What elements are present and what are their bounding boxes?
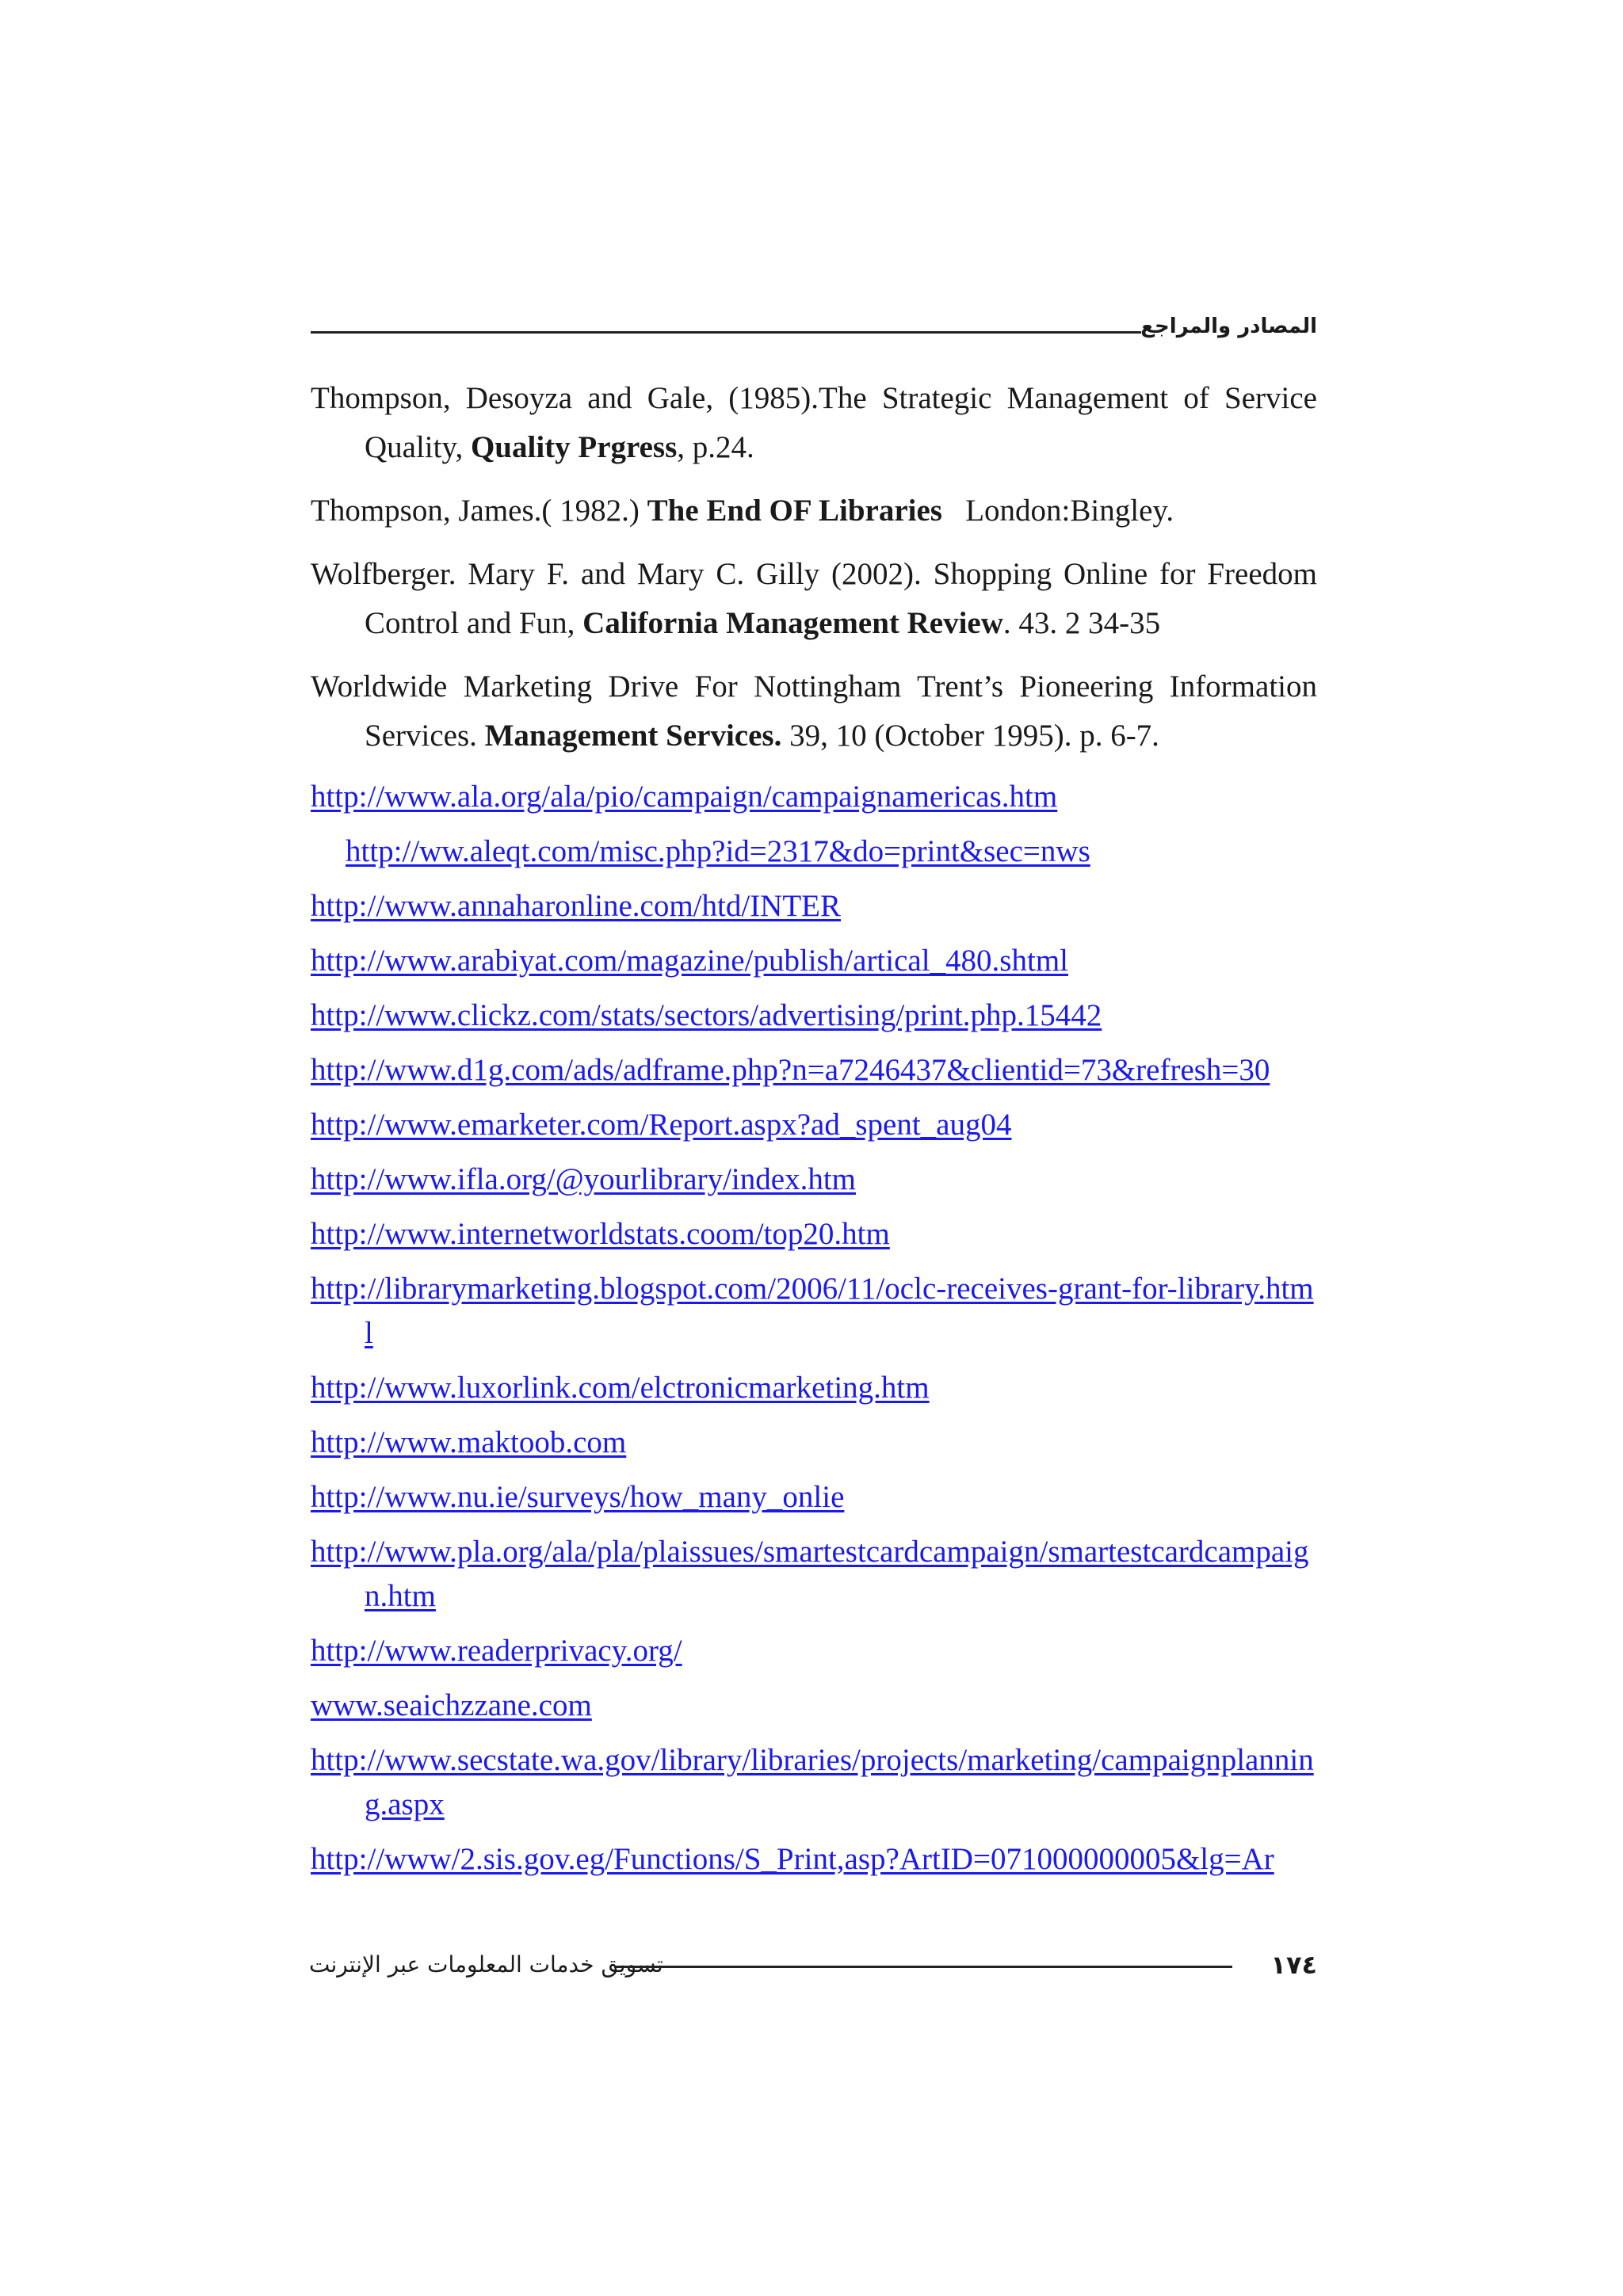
reference-text: 39, 10 (October 1995). p. 6-7. — [781, 719, 1159, 753]
web-reference-link[interactable]: http://www.arabiyat.com/magazine/publish/artical_480.shtml — [311, 944, 1068, 978]
web-reference-link[interactable]: http://www.readerprivacy.org/ — [311, 1634, 682, 1668]
web-references-list — [311, 775, 1317, 1882]
web-reference-link[interactable]: http://www.clickz.com/stats/sectors/advertising/print.php.15442 — [311, 998, 1102, 1032]
reference-text: Worldwide Marketing Drive For Nottingham Trent’s Pioneering Information Services. — [311, 669, 1317, 753]
web-reference-link[interactable]: http://www.d1g.com/ads/adframe.php?n=a7246437&clientid=73&refresh=30 — [311, 1053, 1270, 1087]
web-reference-link[interactable]: http://www.maktoob.com — [311, 1425, 627, 1459]
reference-text: London:Bingley. — [941, 494, 1174, 528]
reference-entry — [311, 374, 1317, 472]
web-reference-link[interactable]: http://www.internetworldstats.coom/top20.htm — [311, 1217, 890, 1251]
reference-entry — [311, 550, 1317, 648]
web-reference-link[interactable]: http://www.emarketer.com/Report.aspx?ad_spent_aug04 — [311, 1108, 1012, 1142]
header-rule — [311, 331, 1141, 334]
footer-rule — [614, 1966, 1232, 1968]
web-reference-link[interactable]: http://www.ifla.org/@yourlibrary/index.htm — [311, 1162, 856, 1196]
web-reference-link[interactable]: http://www.pla.org/ala/pla/plaissues/smartestcardcampaign/smartestcardcampaign.htm — [311, 1535, 1309, 1613]
references-section — [311, 374, 1317, 1892]
reference-source-title: Management Services. — [484, 719, 782, 753]
web-reference-link[interactable]: http://www/2.sis.gov.eg/Functions/S_Print,asp?ArtID=071000000005&lg=Ar — [311, 1842, 1274, 1876]
web-reference-link[interactable]: http://www.annaharonline.com/htd/INTER — [311, 889, 841, 923]
running-footer — [309, 1945, 1317, 1993]
web-reference-link[interactable]: http://www.luxorlink.com/elctronicmarketing.htm — [311, 1371, 930, 1405]
reference-text: Thompson, James.( 1982.) — [311, 494, 647, 528]
reference-text: Wolfberger. Mary F. and Mary C. Gilly (2002). Shopping Online for Freedom Control and Fun, — [311, 557, 1317, 640]
web-reference-link[interactable]: http://www.ala.org/ala/pio/campaign/campaignamericas.htm — [311, 780, 1058, 814]
page-number: ١٧٤ — [1270, 1950, 1317, 1980]
web-reference-link[interactable]: http://ww.aleqt.com/misc.php?id=2317&do=print&sec=nws — [346, 834, 1090, 868]
reference-entry — [311, 662, 1317, 761]
web-reference-link[interactable]: http://librarymarketing.blogspot.com/2006/11/oclc-receives-grant-for-library.html — [311, 1272, 1314, 1350]
web-reference-link[interactable]: http://www.nu.ie/surveys/how_many_onlie — [311, 1480, 845, 1514]
reference-source-title: The End OF Libraries — [647, 494, 942, 528]
reference-text: Thompson, Desoyza and Gale, (1985).The Strategic Management of Service Quality, — [311, 381, 1317, 464]
footer-book-title: تسويق خدمات المعلومات عبر الإنترنت — [309, 1951, 663, 1978]
reference-text: , p.24. — [677, 430, 754, 464]
reference-text: . 43. 2 34-35 — [1002, 606, 1161, 640]
web-reference-link[interactable]: www.seaichzzane.com — [311, 1688, 592, 1722]
reference-source-title: California Management Review — [582, 606, 1003, 640]
web-reference-link[interactable]: http://www.secstate.wa.gov/library/libraries/projects/marketing/campaignplanning.aspx — [311, 1743, 1314, 1821]
reference-source-title: Quality Prgress — [470, 430, 678, 464]
header-title: المصادر والمراجع — [1140, 315, 1317, 338]
running-header — [311, 309, 1317, 349]
reference-entry — [311, 486, 1317, 536]
